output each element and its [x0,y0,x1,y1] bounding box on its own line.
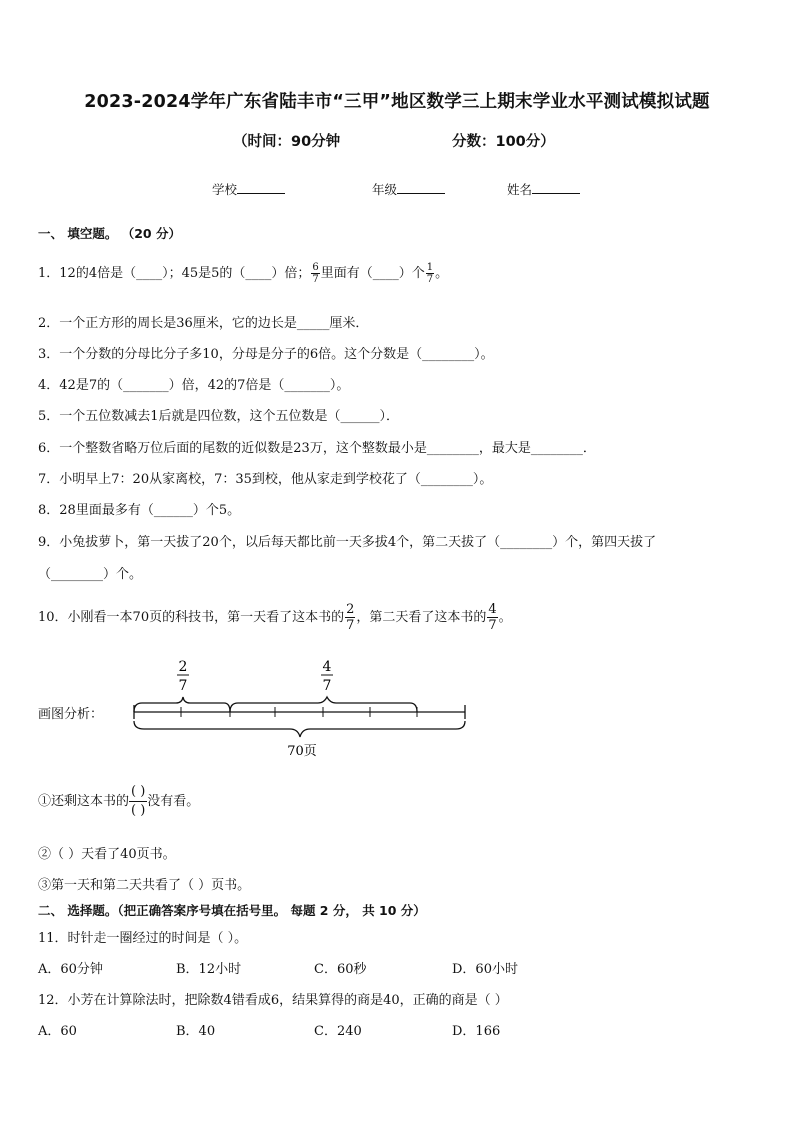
q10-text-b: ，第二天看了这本书的 [356,610,487,625]
q12-option-a[interactable]: A．60 [38,1024,77,1039]
name-field[interactable] [507,180,580,198]
q10-fraction-2: $\frac{4}{7}$ [488,602,497,633]
exam-score: 分数：100分） [452,134,555,150]
q12-option-b[interactable]: B．40 [176,1024,216,1039]
question-11: 11．时针走一圈经过的时间是（ ）。 [38,931,248,946]
question-12: 12．小芳在计算除法时，把除数4错看成6，结果算得的商是40，正确的商是（ ） [38,993,508,1008]
diagram-frac-right-den: 7 [322,678,332,694]
section-1-heading: 一、 填空题。 （20 分） [38,226,181,241]
q11-option-d[interactable]: D．60小时 [452,962,518,977]
grade-blank[interactable] [397,181,445,194]
q11-option-a[interactable]: A．60分钟 [38,962,103,977]
school-label: 学校 [212,182,238,197]
q1-text-a: 1．12的4倍是（____）；45是5的（____）倍； [38,266,311,281]
question-7: 7．小明早上7：20从家离校，7：35到校，他从家走到学校花了（________）。 [38,472,493,487]
name-label: 姓名 [507,182,533,197]
q1-fraction-1: $\frac{6}{7}$ [312,262,319,285]
q10-fraction-1: $\frac{2}{7}$ [346,602,355,633]
diagram-frac-left-num: 2 [178,659,188,675]
q1-fraction-2: $\frac{1}{7}$ [426,262,434,285]
question-5: 5．一个五位数减去1后就是四位数，这个五位数是（______）． [38,409,400,424]
q12-option-d[interactable]: D．166 [452,1024,501,1039]
grade-field[interactable] [372,180,445,198]
q10-subquestion-1: ①还剩这本书的 ( ) ( ) 没有看。 [38,784,200,818]
question-10 [38,602,512,633]
q10-text-c: 。 [498,610,512,625]
brace-total [134,721,465,737]
question-8: 8．28里面最多有（______）个5。 [38,503,241,518]
q11-option-b[interactable]: B．12小时 [176,962,242,977]
q1-text-c: 。 [435,266,449,281]
page-title: 2023-2024学年广东省陆丰市“三甲”地区数学三上期末学业水平测试模拟试题 [84,92,710,112]
q10-text-a: 10．小刚看一本70页的科技书，第一天看了这本书的 [38,610,345,625]
diagram-frac-right-num: 4 [322,659,332,675]
question-4: 4．42是7的（_______）倍，42的7倍是（_______）。 [38,378,350,393]
grade-label: 年级 [372,182,398,197]
question-9-line-1: 9．小兔拔萝卜，第一天拔了20个，以后每天都比前一天多拔4个，第二天拔了（________）个，第四天拔了 [38,535,657,550]
q12-option-c[interactable]: C．240 [314,1024,362,1039]
segment-diagram [120,655,480,767]
question-1 [38,262,448,285]
section-2-heading: 二、 选择题。（把正确答案序号填在括号里。 每题 2 分， 共 10 分） [38,903,426,918]
question-6: 6．一个整数省略万位后面的尾数的近似数是23万，这个整数最小是________，最大是________． [38,441,596,456]
diagram-total-label: 70页 [287,744,317,759]
diagram-frac-left-den: 7 [178,678,188,694]
question-3: 3．一个分数的分母比分子多10，分母是分子的6倍。这个分数是（________）。 [38,347,494,362]
q10-s1-fraction[interactable]: ( ) ( ) [131,784,146,818]
brace-day-1 [134,697,230,712]
question-2: 2．一个正方形的周长是36厘米，它的边长是_____厘米． [38,316,369,331]
school-field[interactable] [212,180,285,198]
exam-time: （时间：90分钟 [233,134,341,150]
name-blank[interactable] [532,181,580,194]
q10-subquestion-2: ②（ ）天看了40页书。 [38,847,176,862]
question-9-line-2: （________）个。 [38,567,143,582]
diagram-label: 画图分析： [38,707,104,722]
q1-text-b: 里面有（____）个 [320,266,425,281]
school-blank[interactable] [237,181,285,194]
q11-option-c[interactable]: C．60秒 [314,962,367,977]
q10-subquestion-3: ③第一天和第二天共看了（ ）页书。 [38,878,251,893]
